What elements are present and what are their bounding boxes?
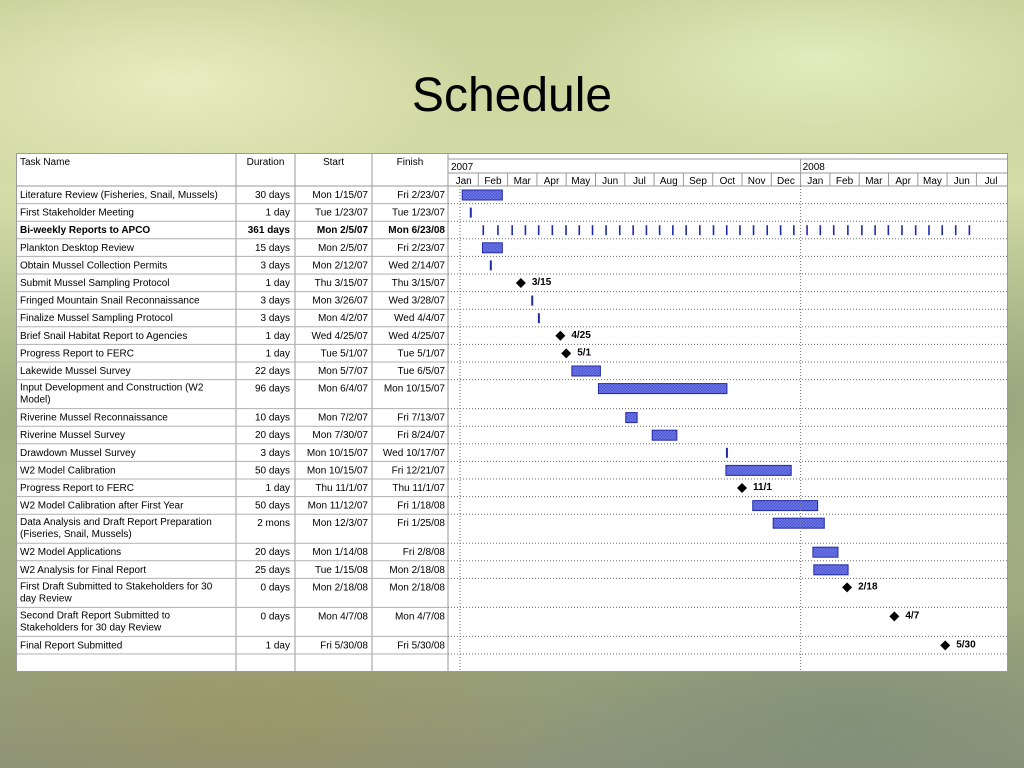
task-duration: 20 days bbox=[254, 547, 290, 559]
recurring-tick bbox=[538, 225, 540, 235]
task-start: Mon 2/12/07 bbox=[312, 260, 368, 272]
recurring-tick bbox=[888, 225, 890, 235]
task-duration: 3 days bbox=[260, 447, 290, 459]
task-name: Literature Review (Fisheries, Snail, Mussels) bbox=[20, 190, 218, 201]
recurring-tick bbox=[901, 225, 903, 235]
task-duration: 1 day bbox=[265, 330, 290, 342]
task-finish: Thu 3/15/07 bbox=[391, 278, 445, 289]
task-start: Mon 7/2/07 bbox=[317, 412, 368, 424]
task-start: Tue 1/15/08 bbox=[314, 564, 368, 576]
recurring-tick bbox=[699, 225, 701, 235]
task-name: Submit Mussel Sampling Protocol bbox=[20, 278, 170, 289]
month-label: Mar bbox=[865, 176, 883, 187]
task-start: Mon 12/3/07 bbox=[312, 518, 368, 530]
task-name: W2 Model Applications bbox=[20, 547, 122, 559]
header-task-name: Task Name bbox=[20, 157, 71, 168]
milestone-label: 2/18 bbox=[858, 581, 878, 593]
task-name: Input Development and Construction (W2 Model) bbox=[20, 382, 204, 406]
task-duration: 1 day bbox=[265, 483, 290, 494]
task-name: Lakewide Mussel Survey bbox=[20, 366, 131, 377]
recurring-tick bbox=[685, 225, 687, 235]
task-start: Mon 7/30/07 bbox=[312, 430, 368, 442]
task-finish: Wed 2/14/07 bbox=[388, 260, 445, 272]
milestone-label: 4/25 bbox=[571, 329, 591, 341]
task-finish: Fri 2/23/07 bbox=[397, 242, 445, 254]
milestone-marker bbox=[516, 278, 526, 288]
task-name: Finalize Mussel Sampling Protocol bbox=[20, 313, 173, 325]
gantt-svg bbox=[17, 154, 1007, 671]
milestone-marker bbox=[940, 640, 950, 650]
task-bar bbox=[726, 448, 728, 458]
header-start: Start bbox=[322, 157, 345, 168]
recurring-tick bbox=[552, 225, 554, 235]
slide-title: Schedule bbox=[411, 69, 613, 122]
recurring-tick bbox=[820, 225, 822, 235]
task-bar bbox=[813, 547, 838, 557]
task-bar bbox=[538, 313, 540, 323]
task-duration: 20 days bbox=[254, 430, 290, 442]
month-label: May bbox=[922, 176, 942, 187]
task-finish: Fri 1/18/08 bbox=[397, 500, 445, 512]
task-name: Final Report Submitted bbox=[20, 640, 123, 652]
month-label: Jan bbox=[807, 176, 824, 187]
task-start: Tue 5/1/07 bbox=[320, 348, 368, 360]
task-finish: Fri 7/13/07 bbox=[397, 412, 445, 424]
month-label: Aug bbox=[659, 176, 678, 187]
task-name: Riverine Mussel Reconnaissance bbox=[20, 412, 168, 424]
task-name: Drawdown Mussel Survey bbox=[20, 447, 136, 459]
recurring-tick bbox=[928, 225, 930, 235]
task-name: W2 Model Calibration after First Year bbox=[20, 500, 184, 512]
task-bar bbox=[531, 296, 533, 306]
task-finish: Tue 1/23/07 bbox=[391, 207, 445, 219]
task-duration: 0 days bbox=[260, 582, 290, 594]
recurring-tick bbox=[632, 225, 634, 235]
task-finish: Wed 10/17/07 bbox=[382, 447, 445, 459]
task-duration: 0 days bbox=[260, 611, 290, 623]
task-bar bbox=[482, 243, 502, 253]
task-start: Mon 6/4/07 bbox=[317, 383, 368, 395]
recurring-tick bbox=[605, 225, 607, 235]
task-finish: Wed 3/28/07 bbox=[388, 295, 445, 307]
month-label: Sep bbox=[689, 176, 707, 187]
recurring-tick bbox=[646, 225, 648, 235]
task-start: Mon 3/26/07 bbox=[312, 295, 368, 307]
month-label: Mar bbox=[513, 176, 531, 187]
task-finish: Mon 10/15/07 bbox=[383, 383, 445, 395]
task-start: Mon 2/5/07 bbox=[316, 225, 368, 237]
task-bar bbox=[726, 465, 791, 475]
month-label: Feb bbox=[484, 176, 502, 187]
milestone-marker bbox=[889, 611, 899, 621]
task-duration: 1 day bbox=[265, 207, 290, 219]
recurring-tick bbox=[941, 225, 943, 235]
recurring-tick bbox=[766, 225, 768, 235]
task-duration: 361 days bbox=[247, 225, 290, 237]
year-label: 2007 bbox=[451, 162, 474, 173]
task-start: Mon 1/15/07 bbox=[312, 190, 368, 201]
recurring-tick bbox=[915, 225, 917, 235]
task-duration: 25 days bbox=[254, 564, 290, 576]
task-finish: Fri 2/8/08 bbox=[402, 547, 445, 559]
task-bar bbox=[814, 565, 848, 575]
task-name: W2 Analysis for Final Report bbox=[20, 564, 147, 576]
recurring-tick bbox=[511, 225, 513, 235]
milestone-label: 5/30 bbox=[956, 639, 976, 651]
task-name: Second Draft Report Submitted to Stakeholders for 30 day Review bbox=[20, 610, 171, 634]
task-start: Mon 5/7/07 bbox=[317, 366, 368, 377]
task-finish: Fri 5/30/08 bbox=[397, 640, 445, 652]
milestone-label: 11/1 bbox=[753, 482, 772, 493]
recurring-tick bbox=[793, 225, 795, 235]
task-finish: Mon 2/18/08 bbox=[389, 582, 445, 594]
task-name: Bi-weekly Reports to APCO bbox=[20, 225, 151, 237]
recurring-tick bbox=[806, 225, 808, 235]
task-bar bbox=[753, 501, 818, 511]
task-start: Mon 4/7/08 bbox=[317, 611, 368, 623]
task-duration: 3 days bbox=[260, 313, 290, 325]
task-duration: 15 days bbox=[254, 242, 290, 254]
task-finish: Mon 4/7/08 bbox=[394, 611, 445, 623]
task-name: Fringed Mountain Snail Reconnaissance bbox=[20, 295, 200, 307]
task-finish: Fri 12/21/07 bbox=[391, 465, 445, 477]
task-finish: Wed 4/25/07 bbox=[388, 330, 445, 342]
task-name: Progress Report to FERC bbox=[20, 483, 134, 494]
recurring-tick bbox=[847, 225, 849, 235]
task-finish: Mon 2/18/08 bbox=[389, 564, 445, 576]
task-bar bbox=[572, 366, 601, 376]
recurring-tick bbox=[955, 225, 957, 235]
task-duration: 1 day bbox=[265, 348, 290, 360]
milestone-marker bbox=[561, 348, 571, 358]
recurring-tick bbox=[565, 225, 567, 235]
month-label: Feb bbox=[835, 176, 854, 187]
recurring-tick bbox=[482, 225, 484, 235]
milestone-label: 3/15 bbox=[531, 277, 552, 288]
recurring-tick bbox=[619, 225, 621, 235]
recurring-tick bbox=[672, 225, 674, 235]
task-bar bbox=[773, 518, 824, 528]
month-label: Jul bbox=[984, 176, 998, 187]
task-duration: 50 days bbox=[254, 465, 290, 477]
task-duration: 1 day bbox=[265, 640, 290, 652]
task-start: Mon 11/12/07 bbox=[307, 500, 368, 512]
recurring-tick bbox=[753, 225, 755, 235]
task-duration: 96 days bbox=[254, 383, 290, 395]
header-finish: Finish bbox=[396, 157, 424, 168]
task-finish: Mon 6/23/08 bbox=[388, 225, 445, 237]
header-duration: Duration bbox=[246, 157, 285, 168]
milestone-marker bbox=[737, 483, 747, 493]
task-start: Fri 5/30/08 bbox=[320, 640, 368, 652]
recurring-tick bbox=[659, 225, 661, 235]
task-duration: 10 days bbox=[254, 412, 290, 424]
month-label: Oct bbox=[719, 176, 736, 187]
recurring-tick bbox=[861, 225, 863, 235]
recurring-tick bbox=[969, 225, 971, 235]
task-name: Riverine Mussel Survey bbox=[20, 430, 126, 442]
milestone-marker bbox=[842, 582, 852, 592]
task-name: Progress Report to FERC bbox=[20, 348, 134, 360]
recurring-tick bbox=[874, 225, 876, 235]
task-bar bbox=[490, 260, 492, 270]
task-duration: 2 mons bbox=[257, 518, 290, 530]
task-duration: 50 days bbox=[254, 500, 290, 512]
month-label: Dec bbox=[777, 176, 795, 187]
task-name: First Stakeholder Meeting bbox=[20, 207, 134, 219]
task-start: Mon 2/18/08 bbox=[312, 582, 368, 594]
task-finish: Fri 8/24/07 bbox=[397, 430, 445, 442]
milestone-label: 5/1 bbox=[577, 347, 592, 359]
month-label: Jul bbox=[633, 176, 646, 187]
recurring-tick bbox=[592, 225, 594, 235]
task-finish: Thu 11/1/07 bbox=[392, 483, 445, 494]
task-start: Mon 2/5/07 bbox=[317, 242, 368, 254]
task-name: First Draft Submitted to Stakeholders for 30 day Review bbox=[20, 581, 213, 605]
task-finish: Fri 2/23/07 bbox=[397, 190, 445, 201]
month-label: Apr bbox=[895, 176, 911, 187]
task-start: Wed 4/25/07 bbox=[311, 330, 368, 342]
task-duration: 3 days bbox=[260, 295, 290, 307]
task-bar bbox=[626, 413, 637, 423]
task-duration: 22 days bbox=[254, 366, 290, 377]
task-bar bbox=[470, 208, 472, 218]
recurring-tick bbox=[780, 225, 782, 235]
recurring-tick bbox=[833, 225, 835, 235]
task-bar bbox=[462, 190, 502, 200]
task-name: Obtain Mussel Collection Permits bbox=[20, 260, 168, 272]
task-name: Data Analysis and Draft Report Preparation (Fiseries, Snail, Mussels) bbox=[20, 517, 212, 541]
task-finish: Tue 5/1/07 bbox=[397, 348, 445, 360]
month-label: Apr bbox=[543, 176, 560, 187]
recurring-tick bbox=[726, 225, 728, 235]
task-start: Tue 1/23/07 bbox=[314, 207, 368, 219]
recurring-tick bbox=[497, 225, 499, 235]
task-finish: Wed 4/4/07 bbox=[394, 313, 445, 325]
task-name: Plankton Desktop Review bbox=[20, 242, 134, 254]
task-bar bbox=[652, 430, 677, 440]
task-start: Mon 1/14/08 bbox=[312, 547, 368, 559]
task-duration: 3 days bbox=[260, 260, 290, 272]
month-label: Nov bbox=[747, 176, 766, 187]
year-label: 2008 bbox=[802, 162, 825, 173]
recurring-tick bbox=[739, 225, 741, 235]
task-finish: Tue 6/5/07 bbox=[397, 366, 445, 377]
recurring-tick bbox=[525, 225, 527, 235]
month-label: Jun bbox=[953, 176, 970, 187]
task-duration: 30 days bbox=[254, 190, 290, 201]
task-start: Thu 11/1/07 bbox=[315, 483, 368, 494]
task-finish: Fri 1/25/08 bbox=[397, 518, 445, 530]
recurring-tick bbox=[713, 225, 715, 235]
milestone-label: 4/7 bbox=[905, 610, 920, 622]
task-start: Mon 10/15/07 bbox=[306, 447, 368, 459]
gantt-chart bbox=[16, 153, 1008, 672]
recurring-tick bbox=[578, 225, 580, 235]
month-label: Jun bbox=[602, 176, 619, 187]
task-start: Mon 4/2/07 bbox=[317, 313, 368, 325]
task-start: Mon 10/15/07 bbox=[306, 465, 368, 477]
month-label: Jan bbox=[455, 176, 472, 187]
task-bar bbox=[598, 384, 727, 394]
task-start: Thu 3/15/07 bbox=[314, 278, 368, 289]
task-name: Brief Snail Habitat Report to Agencies bbox=[20, 330, 188, 342]
month-label: May bbox=[571, 176, 591, 187]
task-duration: 1 day bbox=[265, 278, 290, 289]
task-name: W2 Model Calibration bbox=[20, 465, 116, 477]
milestone-marker bbox=[555, 331, 565, 341]
